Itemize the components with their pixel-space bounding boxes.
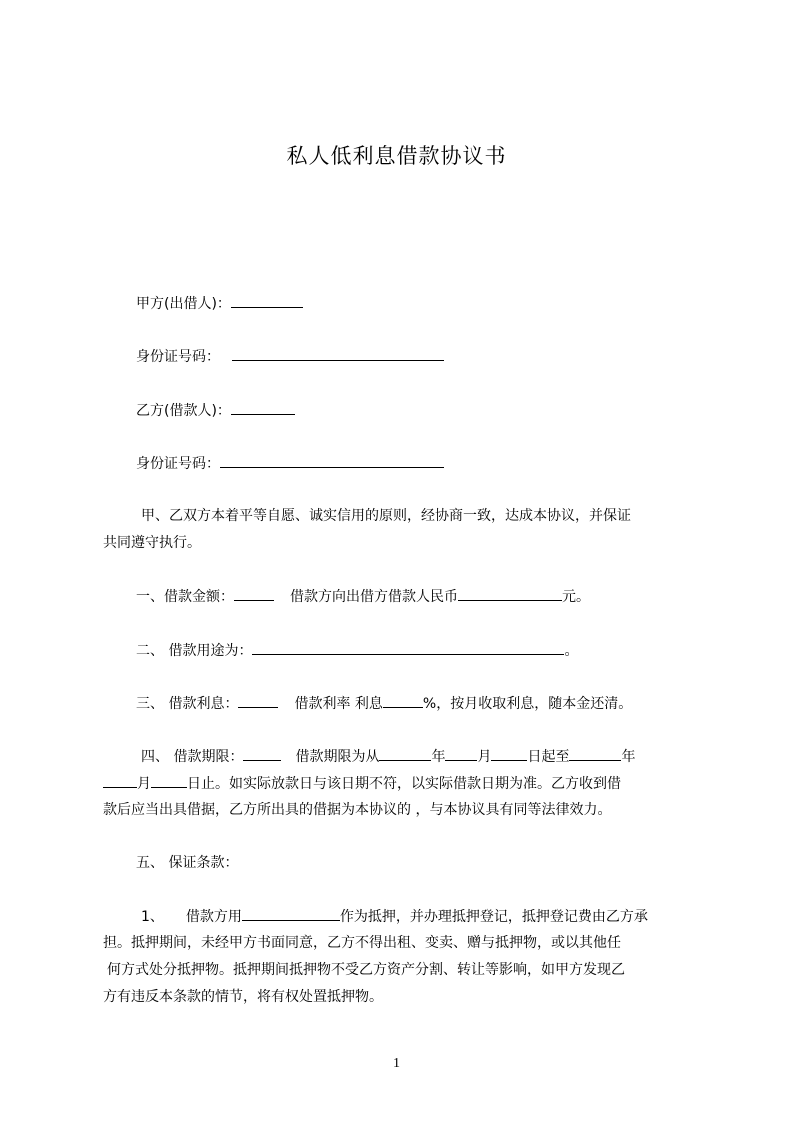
section-3-label: 三、 借款利息： [136,696,239,712]
section-3-line [136,693,736,714]
month-label-2: 月 [137,776,151,792]
interest-rate-blank[interactable] [383,693,423,708]
section-1-label: 一、借款金额： [136,589,234,605]
party-a-id-label: 身份证号码： [136,349,220,365]
month-label: 月 [477,749,492,765]
clause-1-text-a: 借款方用 [185,909,242,925]
section-2-end: 。 [564,643,579,659]
party-a-id-line [136,346,736,367]
party-b-id-line [136,453,736,474]
clause-1-line-2: 担。抵押期间，未经甲方书面同意，乙方不得出租、变卖、赠与抵押物，或以其他任 [103,935,621,951]
section-5-label: 五、 保证条款： [136,855,239,871]
clause-1-line-4: 方有违反本条款的情节，将有权处置抵押物。 [103,989,383,1005]
document-title: 私人低利息借款协议书 [286,144,507,168]
day-from-label: 日起至 [527,749,570,765]
loan-purpose-blank[interactable] [252,640,564,655]
rmb-amount-blank[interactable] [458,586,562,601]
section-1-text: 借款方向出借方借款人民币 [290,589,458,605]
party-a-line [136,293,736,314]
intro-line-1: 甲、乙双方本着平等自愿、诚实信用的原则，经协商一致，达成本协议，并保证 [141,508,631,524]
party-b-id-blank[interactable] [220,453,444,468]
end-year-blank[interactable] [569,746,621,761]
section-2-label: 二、 借款用途为： [136,643,253,659]
section-4-line-3: 款后应当出具借据，乙方所出具的借据为本协议的 ，与本协议具有同等法律效力。 [103,802,612,818]
year-label: 年 [431,749,446,765]
page-number: 1 [393,1056,400,1071]
party-b-label: 乙方(借款人)： [136,403,231,419]
section-3-tail: %，按月收取利息，随本金还清。 [422,696,633,712]
party-a-id-blank[interactable] [232,346,444,361]
party-b-line [136,400,736,421]
section-3-rate: 借款利率 利息 [294,696,383,712]
interest-blank[interactable] [238,693,278,708]
section-4-day-end: 日止。如实际放款日与该日期不符，以实际借款日期为准。乙方收到借 [187,776,621,792]
clause-1-number: 1、 [141,909,164,925]
party-b-id-label: 身份证号码： [136,456,220,472]
party-a-blank[interactable] [231,293,303,308]
end-day-blank[interactable] [151,773,187,788]
section-4-line-1 [141,746,741,767]
section-4-label: 四、 借款期限： [141,749,244,765]
section-2-line [136,640,736,661]
party-b-blank[interactable] [231,400,295,415]
loan-amount-blank[interactable] [234,586,274,601]
term-blank[interactable] [243,746,281,761]
section-1-line [136,586,736,607]
start-year-blank[interactable] [379,746,431,761]
clause-1-line-1 [141,906,741,927]
section-1-unit: 元。 [562,589,590,605]
section-4-from: 借款期限为从 [295,749,380,765]
section-4-line-2 [103,773,703,794]
start-day-blank[interactable] [491,746,527,761]
party-a-label: 甲方(出借人)： [136,296,231,312]
year-label-2: 年 [621,749,636,765]
end-month-blank[interactable] [103,773,137,788]
intro-line-2: 共同遵守执行。 [103,535,201,551]
clause-1-line-3: 何方式处分抵押物。抵押期间抵押物不受乙方资产分割、转让等影响，如甲方发现乙 [107,962,625,978]
clause-1-text-b: 作为抵押，并办理抵押登记，抵押登记费由乙方承 [339,909,648,925]
collateral-blank[interactable] [242,906,340,921]
start-month-blank[interactable] [445,746,477,761]
